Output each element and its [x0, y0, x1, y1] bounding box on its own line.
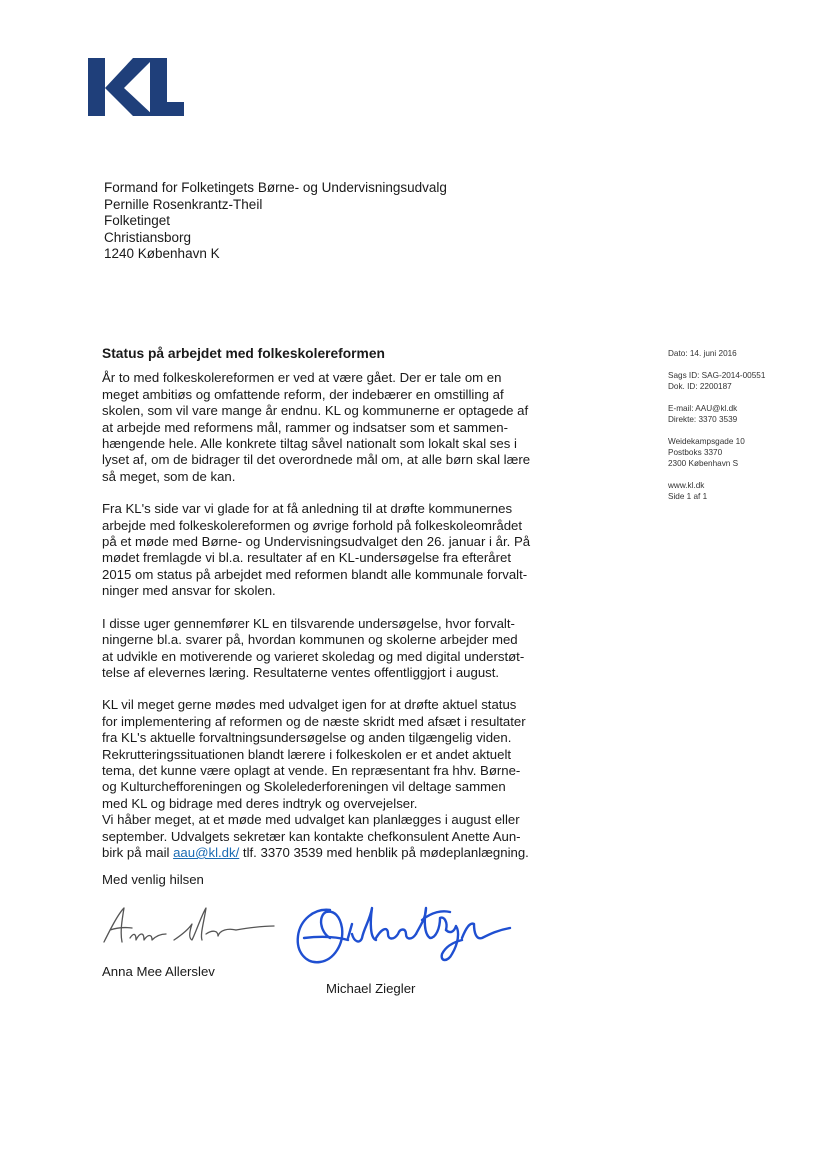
- recipient-line: Pernille Rosenkrantz-Theil: [104, 196, 263, 212]
- text-line: fra KL's aktuelle forvaltningsundersøgelse og anden tilgængelig viden.: [102, 730, 512, 746]
- text-line: [102, 845, 562, 861]
- text-fragment: tlf. 3370 3539 med henblik på mødeplanlægning.: [239, 844, 529, 860]
- date-label: Dato: 14. juni 2016: [668, 349, 737, 358]
- email-link[interactable]: aau@kl.dk/: [173, 844, 240, 860]
- website: www.kl.dk: [668, 481, 705, 490]
- paragraph-4: [102, 697, 562, 861]
- document-id: Dok. ID: 2200187: [668, 382, 732, 391]
- closing-greeting: Med venlig hilsen: [102, 872, 204, 887]
- text-line: Vi håber meget, at et møde med udvalget kan planlægges i august eller: [102, 812, 520, 828]
- text-line: Rekrutteringssituationen blandt lærere i folkeskolen er et andet aktuelt: [102, 746, 512, 762]
- letter-subject: Status på arbejdet med folkeskolereformen: [102, 346, 385, 361]
- signer-name-anna: Anna Mee Allerslev: [102, 964, 215, 979]
- text-line: lyset af, om de bidrager til det overordnede mål om, at alle børn skal lære: [102, 452, 531, 468]
- page-number: Side 1 af 1: [668, 492, 708, 501]
- text-line: på et møde med Børne- og Undervisningsudvalget den 26. januar i år. På: [102, 534, 531, 550]
- signer-name-michael: Michael Ziegler: [326, 981, 416, 996]
- text-line: og Kulturchefforeningen og Skolelederforeningen vil deltage sammen: [102, 779, 506, 795]
- kl-logo: [88, 58, 184, 118]
- address-postbox: Postboks 3370: [668, 448, 723, 457]
- paragraph-1: [102, 370, 562, 485]
- text-line: År to med folkeskolereformen er ved at være gået. Der er tale om en: [102, 370, 502, 386]
- address-city: 2300 København S: [668, 459, 739, 468]
- letter-body: [102, 346, 562, 861]
- paragraph-3: [102, 616, 562, 682]
- text-line: hængende hele. Alle konkrete tiltag såvel nationalt som lokalt skal ses i: [102, 436, 517, 452]
- recipient-line: 1240 København K: [104, 246, 220, 261]
- signature-michael-image: [290, 898, 515, 972]
- text-line: at arbejde med reformens mål, rammer og indsatser som et sammen-: [102, 419, 509, 435]
- address-street: Weidekampsgade 10: [668, 437, 745, 446]
- sender-email: E-mail: AAU@kl.dk: [668, 404, 738, 413]
- text-line: KL vil meget gerne mødes med udvalget igen for at drøfte aktuel status: [102, 697, 517, 713]
- recipient-address: [104, 180, 447, 263]
- text-line: I disse uger gennemfører KL en tilsvarende undersøgelse, hvor forvalt-: [102, 615, 515, 631]
- recipient-line: Christiansborg: [104, 229, 192, 245]
- text-line: telse af elevernes læring. Resultaterne ventes offentliggjort i august.: [102, 664, 500, 680]
- text-line: tema, det kunne være oplagt at vende. En repræsentant fra hhv. Børne-: [102, 762, 521, 778]
- text-line: Fra KL's side var vi glade for at få anledning til at drøfte kommunernes: [102, 501, 513, 517]
- text-line: så meget, som de kan.: [102, 468, 236, 484]
- text-line: at udvikle en motiverende og varieret skoledag og med digital understøt-: [102, 648, 525, 664]
- text-line: september. Udvalgets sekretær kan kontakte chefkonsulent Anette Aun-: [102, 828, 521, 844]
- sender-phone: Direkte: 3370 3539: [668, 415, 738, 424]
- text-fragment: birk på mail: [102, 844, 174, 860]
- text-line: arbejde med folkeskolereformen og øvrige forhold på folkeskoleområdet: [102, 517, 523, 533]
- text-line: med KL og bidrage med deres indtryk og overvejelser.: [102, 795, 418, 811]
- text-line: ningerne bl.a. svarer på, hvordan kommunen og skolerne arbejder med: [102, 632, 518, 648]
- text-line: mødet fremlagde vi bl.a. resultater af en KL-undersøgelse fra efteråret: [102, 550, 512, 566]
- text-line: skolen, som vil vare mange år endnu. KL og kommunerne er optagede af: [102, 403, 529, 419]
- text-line: for implementering af reformen og de næste skridt med afsæt i resultater: [102, 713, 526, 729]
- recipient-line: Formand for Folketingets Børne- og Undervisningsudvalg: [104, 180, 447, 195]
- letter-meta: [668, 348, 765, 513]
- text-line: 2015 om status på arbejdet med reformen blandt alle kommunale forvalt-: [102, 566, 528, 582]
- paragraph-2: [102, 501, 562, 599]
- text-line: ninger med ansvar for skolen.: [102, 583, 276, 599]
- text-line: meget ambitiøs og omfattende reform, der indebærer en omstilling af: [102, 386, 504, 402]
- signature-anna-image: [96, 900, 286, 960]
- recipient-line: Folketinget: [104, 213, 171, 228]
- case-id: Sags ID: SAG-2014-00551: [668, 371, 766, 380]
